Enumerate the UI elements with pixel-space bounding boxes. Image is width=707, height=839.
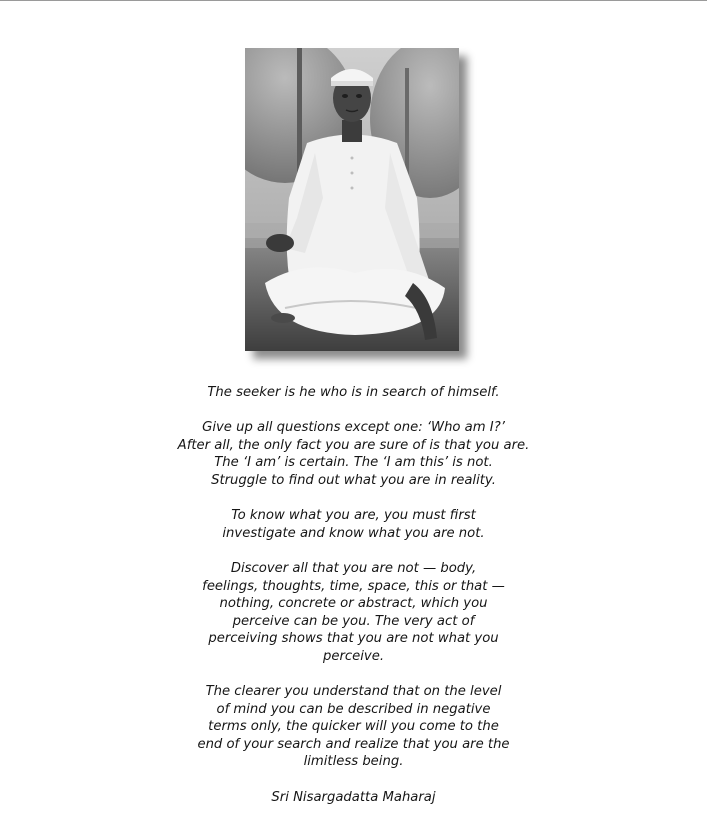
- top-divider: [0, 0, 707, 1]
- quote-block: [0, 384, 707, 806]
- quote-line: Discover all that you are not — body,: [230, 560, 477, 576]
- quote-line: The ‘I am’ is certain. The ‘I am this’ is not.: [214, 455, 493, 471]
- quote-line: terms only, the quicker will you come to the: [208, 719, 499, 735]
- quote-line: investigate and know what you are not.: [222, 525, 485, 541]
- quote-line: Give up all questions except one: ‘Who am I?’: [202, 420, 505, 436]
- quote-line: perceiving shows that you are not what you: [208, 631, 499, 647]
- quote-line: Struggle to find out what you are in reality.: [211, 472, 496, 488]
- quote-line: perceive can be you. The very act of: [232, 613, 475, 629]
- portrait-photo: [245, 48, 459, 351]
- quote-paragraph-1: [0, 384, 707, 402]
- quote-line: of mind you can be described in negative: [216, 701, 491, 717]
- quote-line: end of your search and realize that you are the: [197, 736, 510, 752]
- quote-paragraph-3: [0, 507, 707, 542]
- quote-line: nothing, concrete or abstract, which you: [219, 596, 488, 612]
- quote-paragraph-4: [0, 560, 707, 666]
- quote-line: To know what you are, you must first: [231, 508, 476, 524]
- portrait-photo-graphic: [245, 48, 459, 351]
- quote-line: The seeker is he who is in search of himself.: [207, 385, 500, 400]
- quote-line: perceive.: [322, 648, 385, 664]
- quote-line: After all, the only fact you are sure of is that you are.: [177, 437, 530, 453]
- quote-line: The clearer you understand that on the level: [205, 684, 502, 700]
- quote-line: limitless being.: [303, 754, 404, 770]
- quote-paragraph-5: [0, 683, 707, 771]
- quote-line: feelings, thoughts, time, space, this or that —: [202, 578, 505, 594]
- quote-paragraph-2: [0, 419, 707, 489]
- quote-author: Sri Nisargadatta Maharaj: [271, 789, 436, 805]
